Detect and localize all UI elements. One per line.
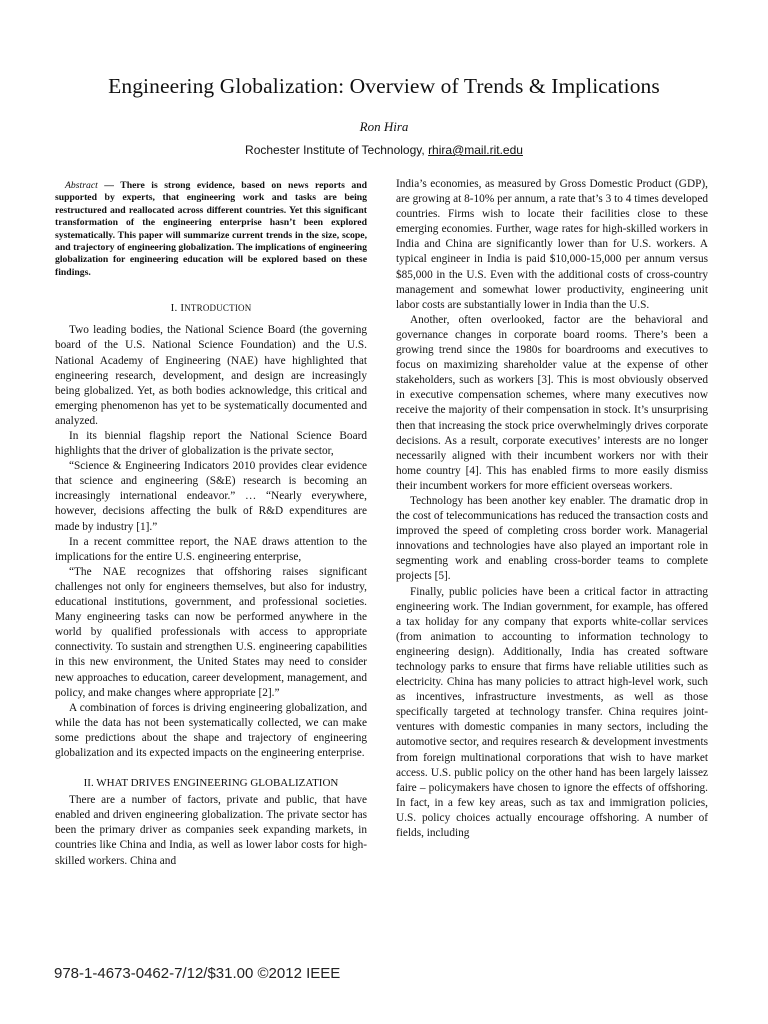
quote-paragraph: “Science & Engineering Indicators 2010 provides clear evidence that science and engineering (S&E) research is becoming an increasingly international endeavor.” … “Nearly everywhere, however, decisions affecting the bulk of R&D expenditures are made by industry [1].” [55,460,367,533]
left-column [55,177,367,869]
copyright-footer: 978-1-4673-0462-7/12/$31.00 ©2012 IEEE [54,965,341,982]
section-heading-introduction [55,301,367,316]
paper-title: Engineering Globalization: Overview of Trends & Implications [108,74,660,98]
paragraph: India’s economies, as measured by Gross Domestic Product (GDP), are growing at 8-10% per annum, a rate that’s 3 to 4 times developed countries. Firms wish to locate their facilities close to these emerging economies. Further, wage rates for high-skilled workers in India and China are significantly lower than for U.S. workers. A typical engineer in India is paid $10,000-15,000 per annum versus $85,000 in the U.S. Even with the additional costs of cross-country management and somewhat lower productivity, engineering unit labor costs are substantially lower in India than the U.S. [396,178,708,311]
section-heading-drivers: II. WHAT DRIVES ENGINEERING GLOBALIZATION [83,777,339,790]
affiliation [0,143,768,157]
paragraph: A combination of forces is driving engineering globalization, and while the data has not been systematically collected, we can make some predictions about the shape and trajectory of engineering globalization and its expected impacts on the engineering enterprise. [55,701,367,759]
abstract-label: Abstract [65,180,98,191]
paragraph: In its biennial flagship report the National Science Board highlights that the driver of globalization is the private sector, [55,430,367,458]
section1-rest: NTRODUCTION [184,303,252,314]
paragraph: Another, often overlooked, factor are the behavioral and governance changes in corporate board rooms. There’s been a growing trend since the 1980s for boardrooms and executives to focus on maximizing shareholder value at the expense of other stakeholders, such as workers [3]. This is most obviously observed in executive compensation schemes, where many executives now receive the majority of their compensation in stock. It’s unsurprising then that increasing the stock price overwhelmingly drives corporate decisions. As a result, corporate executives’ interests are no longer necessarily aligned with their incumbent workers nor with their home country [4]. This has enabled firms to more easily dismiss their incumbent workers for more efficient overseas workers. [396,313,708,492]
right-column [396,177,708,841]
section1-numeral: I. I [170,302,185,315]
abstract-dash: — [97,180,121,191]
paragraph: Technology has been another key enabler. The dramatic drop in the cost of telecommunications has reduced the transaction costs and improved the speed of completing cross border work. Managerial innovations and technologies have also played an important role in segmenting work and enabling cross-border teams to complete projects [5]. [396,494,708,583]
author-name: Ron Hira [359,119,409,134]
abstract-text: There is strong evidence, based on news reports and supported by experts, that engineering work and tasks are being restructured and reallocated across different countries. Yet this significant transformation of the engineering enterprise hasn’t been explored systematically. This paper will summarize current trends in the size, scope, and trajectory of engineering globalization. The implications of engineering globalization for engineering education will be explored based on these findings. [55,180,367,278]
paragraph: Two leading bodies, the National Science Board (the governing board of the U.S. National Science Foundation) and the U.S. National Academy of Engineering (NAE) have highlighted that engineering research, development, and design are increasingly being globalized. Yet, as both bodies acknowledge, this critical and emerging phenomenon has yet to be systematically documented and analyzed. [55,324,367,427]
author-email-link[interactable]: rhira@mail.rit.edu [428,143,523,157]
paragraph: There are a number of factors, private and public, that have enabled and driven engineering globalization. The private sector has been the primary driver as companies seek expanding markets, in countries like China and India, as well as lower labor costs for high-skilled workers. China and [55,794,367,867]
abstract [55,180,367,279]
paragraph: Finally, public policies have been a critical factor in attracting engineering work. The Indian government, for example, has offered a tax holiday for any company that exports white-collar services (from animation to accounting to information technology to engineering design). Additionally, India has created software technology parks to ensure that firms have reliable utilities such as electricity. China has many policies to attract high-level work, such as incentives, infrastructure investments, as well as those specifically targeted at technology transfer. China requires joint-ventures with domestic companies in many sectors, including the automotive sector, and requires research & development investments from foreign multinational corporations that wish to have market access. U.S. public policy on the other hand has been largely laissez faire – policymakers have chosen to ignore the effects of offshoring. In fact, in a few key areas, such as tax and immigration policies, U.S. policy choices actually encourage offshoring. A number of fields, including [396,585,708,840]
affiliation-institution: Rochester Institute of Technology, [245,143,425,157]
paragraph: In a recent committee report, the NAE draws attention to the implications for the entire U.S. engineering enterprise, [55,535,367,563]
quote-paragraph: “The NAE recognizes that offshoring raises significant challenges not only for engineers themselves, but also for industry, educational institutions, government, and professional societies. Many engineering tasks can now be performed anywhere in the world by qualified professionals with access to appropriate connectivity. To sustain and strengthen U.S. engineering capabilities in this new environment, the United States may need to consider new approaches to education, career development, management, and policy, and make changes where appropriate [2].” [55,565,367,699]
